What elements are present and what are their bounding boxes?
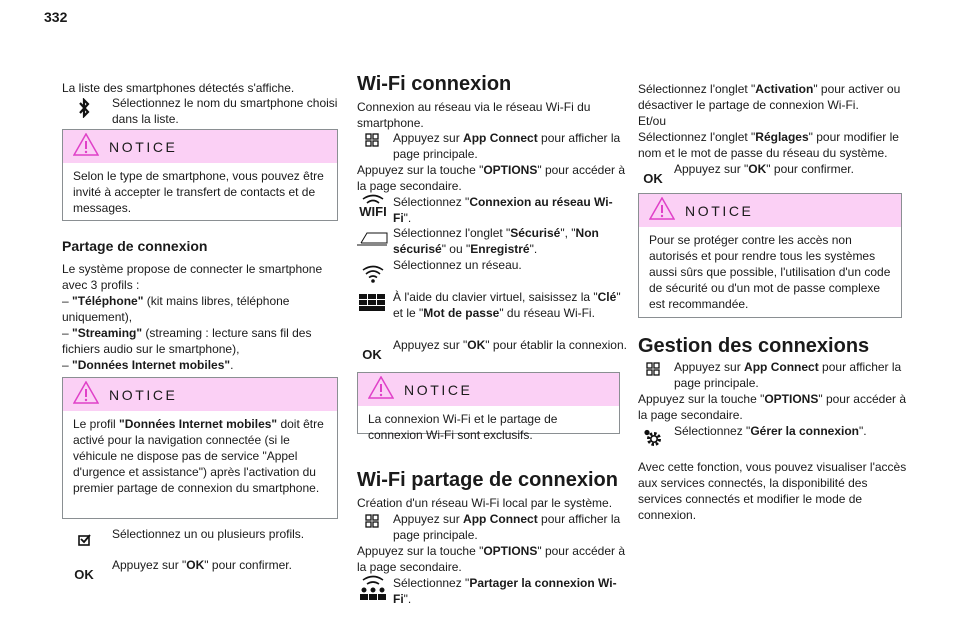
step-wifi-connection bbox=[357, 194, 627, 226]
intro-text: La liste des smartphones détectés s'affiche. bbox=[62, 81, 295, 95]
notice-label: NOTICE bbox=[109, 138, 178, 155]
text-run: ". bbox=[859, 424, 867, 438]
section-heading: Partage de connexion bbox=[62, 238, 208, 254]
text-run: Avec cette fonction, vous pouvez visualiser l'accès aux services connectés, la disponibilité des services connectés et modifier le mode de connexion. bbox=[638, 460, 907, 522]
text-run: Appuyez sur " bbox=[112, 558, 187, 572]
paragraph bbox=[357, 99, 622, 131]
step-text bbox=[112, 526, 342, 542]
notice-label: NOTICE bbox=[109, 386, 178, 403]
text-run: Pour se protéger contre les accès non autorisés et pour rendre tous les systèmes aussi sûrs que possible, l'utilisation d'un code de sécurité ou d'un mot de passe complexe est recommandée. bbox=[649, 233, 891, 311]
text-run: – bbox=[62, 358, 73, 372]
bold-text: Connexion au réseau Wi-Fi bbox=[393, 195, 613, 225]
notice-body bbox=[639, 227, 901, 318]
wifi-icon bbox=[357, 194, 389, 219]
wifi-signal-icon bbox=[357, 265, 389, 283]
text-run: " pour modifier le nom et le mot de passe du réseau du système. bbox=[638, 130, 899, 160]
notice-body bbox=[63, 163, 337, 222]
step-text bbox=[393, 511, 627, 543]
notice-body bbox=[63, 411, 337, 502]
bold-text: OPTIONS bbox=[764, 392, 819, 406]
text-run: " pour établir la connexion. bbox=[485, 338, 627, 352]
bold-text: Partager la connexion Wi-Fi bbox=[393, 576, 617, 606]
step-select-phone bbox=[62, 95, 342, 127]
text-run: pour afficher la page principale. bbox=[393, 131, 621, 161]
tab-icon bbox=[357, 231, 389, 247]
text-run: – bbox=[62, 294, 73, 308]
bold-text: App Connect bbox=[744, 360, 819, 374]
notice-box bbox=[638, 193, 902, 318]
bold-text: Enregistré bbox=[470, 242, 530, 256]
text-run: Sélectionnez un réseau. bbox=[393, 258, 522, 272]
notice-body bbox=[358, 406, 619, 449]
text-run: " pour accéder à la page secondaire. bbox=[638, 392, 907, 422]
text-run: " du réseau Wi-Fi. bbox=[499, 306, 595, 320]
notice-label: NOTICE bbox=[685, 202, 754, 219]
text-run: ". bbox=[529, 242, 538, 256]
step-text bbox=[393, 225, 627, 257]
text-run: (streaming : lecture sans fil des fichiers audio sur le smartphone), bbox=[62, 326, 312, 356]
step-text bbox=[393, 194, 627, 226]
text-run: Sélectionnez l'onglet " bbox=[638, 130, 756, 144]
bold-text: OPTIONS bbox=[483, 163, 538, 177]
text-run: Appuyez sur bbox=[393, 131, 464, 145]
text-run: (kit mains libres, téléphone uniquement), bbox=[62, 294, 290, 324]
bold-text: "Streaming" bbox=[72, 326, 143, 340]
section-heading: Wi-Fi connexion bbox=[357, 73, 512, 95]
text-run: ". bbox=[403, 211, 412, 225]
step-text bbox=[393, 130, 627, 162]
text-run: pour afficher la page principale. bbox=[674, 360, 902, 390]
text-run: Sélectionnez l'onglet " bbox=[638, 82, 756, 96]
step-keyboard bbox=[357, 289, 623, 321]
step-text bbox=[357, 289, 623, 321]
step-text bbox=[674, 359, 908, 391]
text-run: Sélectionnez l'onglet " bbox=[393, 226, 511, 240]
text-run: Selon le type de smartphone, vous pouvez être invité à accepter le transfert de contacts et de messages. bbox=[73, 169, 324, 215]
step-app-connect bbox=[357, 511, 627, 543]
bold-text: OK bbox=[467, 338, 486, 352]
text-run: – bbox=[62, 326, 73, 340]
text-run: Appuyez sur la touche " bbox=[357, 544, 484, 558]
bold-text: Clé bbox=[597, 290, 617, 304]
paragraph bbox=[638, 391, 908, 423]
text-run: Sélectionnez " bbox=[393, 576, 470, 590]
step-select-profiles bbox=[62, 526, 342, 542]
text-run: doit être activé pour la navigation connectée (si le véhicule ne dispose pas de service "Appel d'urgence et assistance") après l'activation du premier partage de connexion du smartphone. bbox=[73, 417, 324, 495]
profiles-paragraph bbox=[62, 261, 342, 373]
notice-label: NOTICE bbox=[404, 381, 473, 398]
text-run: À l'aide du clavier virtuel, saisissez la " bbox=[393, 290, 598, 304]
text-run: pour afficher la page principale. bbox=[393, 512, 621, 542]
bold-text: Gérer la connexion bbox=[750, 424, 860, 438]
paragraph bbox=[357, 162, 627, 194]
wifi-icon-label: WIFI bbox=[359, 204, 387, 219]
text-run: Appuyez sur " bbox=[393, 338, 468, 352]
keyboard-icon bbox=[359, 294, 385, 316]
text-run: " pour accéder à la page secondaire. bbox=[357, 163, 626, 193]
bold-text: OK bbox=[748, 162, 767, 176]
step-text bbox=[393, 575, 627, 607]
step-text bbox=[393, 337, 627, 353]
text-run: Sélectionnez " bbox=[393, 195, 470, 209]
app-grid-icon bbox=[357, 514, 387, 528]
text-run: " et le " bbox=[393, 290, 621, 320]
text-run: La connexion Wi-Fi et le partage de connexion Wi-Fi sont exclusifs. bbox=[368, 412, 558, 442]
text-run: Création d'un réseau Wi-Fi local par le système. bbox=[357, 496, 613, 510]
text-run: Le système propose de connecter le smartphone avec 3 profils : bbox=[62, 262, 323, 292]
text-run: " pour accéder à la page secondaire. bbox=[357, 544, 626, 574]
section-heading: Wi-Fi partage de connexion bbox=[357, 469, 618, 491]
text-run: Appuyez sur bbox=[674, 360, 745, 374]
step-text bbox=[393, 257, 627, 273]
notice-box bbox=[357, 372, 620, 442]
step-text bbox=[674, 161, 908, 177]
text-run: " ou " bbox=[441, 242, 471, 256]
gear-icon bbox=[638, 429, 668, 447]
text-run: Et/ou bbox=[638, 114, 667, 128]
text-run: " pour confirmer. bbox=[766, 162, 854, 176]
step-confirm bbox=[62, 557, 342, 582]
notice-box bbox=[62, 377, 338, 519]
app-grid-icon bbox=[357, 133, 387, 147]
bold-text: Non sécurisé bbox=[393, 226, 599, 256]
warning-icon bbox=[73, 133, 99, 160]
paragraph bbox=[638, 459, 908, 523]
bold-text: "Téléphone" bbox=[72, 294, 144, 308]
section-heading: Gestion des connexions bbox=[638, 335, 870, 357]
step-text bbox=[112, 95, 342, 127]
checkbox-icon bbox=[62, 534, 106, 546]
wifi-share-icon bbox=[357, 575, 389, 603]
app-grid-icon bbox=[638, 362, 668, 376]
step-manage-connection bbox=[638, 423, 908, 439]
step-app-connect bbox=[357, 130, 627, 162]
step-select-tab bbox=[357, 225, 627, 257]
step-app-connect bbox=[638, 359, 908, 391]
text-run: Appuyez sur " bbox=[674, 162, 749, 176]
text-run: ", " bbox=[560, 226, 576, 240]
bold-text: "Données Internet mobiles" bbox=[119, 417, 278, 431]
bold-text: App Connect bbox=[463, 512, 538, 526]
bold-text: Réglages bbox=[755, 130, 809, 144]
bold-text: OK bbox=[186, 558, 205, 572]
bold-text: OPTIONS bbox=[483, 544, 538, 558]
text-run: Le profil bbox=[73, 417, 120, 431]
warning-icon bbox=[649, 197, 675, 224]
step-establish bbox=[357, 337, 627, 362]
text-run: Appuyez sur la touche " bbox=[638, 392, 765, 406]
text-run: Connexion au réseau via le réseau Wi-Fi du smartphone. bbox=[357, 100, 591, 130]
bold-text: Activation bbox=[755, 82, 814, 96]
paragraph bbox=[357, 495, 627, 511]
step-confirm bbox=[638, 161, 908, 186]
bold-text: Sécurisé bbox=[510, 226, 561, 240]
text-run: Sélectionnez " bbox=[674, 424, 751, 438]
text-run: ". bbox=[403, 592, 412, 606]
paragraph bbox=[357, 543, 627, 575]
notice-box bbox=[62, 129, 338, 221]
step-select-network bbox=[357, 257, 627, 273]
step-share-connection bbox=[357, 575, 627, 607]
step-text bbox=[674, 423, 908, 439]
ok-icon: OK bbox=[74, 567, 94, 582]
ok-icon: OK bbox=[362, 347, 382, 362]
bold-text: App Connect bbox=[463, 131, 538, 145]
page-number: 332 bbox=[44, 9, 68, 25]
bold-text: Mot de passe bbox=[423, 306, 500, 320]
paragraph bbox=[638, 81, 908, 161]
bold-text: "Données Internet mobiles" bbox=[72, 358, 231, 372]
text-run: Appuyez sur la touche " bbox=[357, 163, 484, 177]
text-run: . bbox=[230, 358, 234, 372]
text-run: Sélectionnez le nom du smartphone choisi dans la liste. bbox=[112, 96, 338, 126]
text-run: " pour activer ou désactiver le partage de connexion Wi-Fi. bbox=[638, 82, 901, 112]
warning-icon bbox=[73, 381, 99, 408]
text-run: Sélectionnez un ou plusieurs profils. bbox=[112, 527, 305, 541]
text-run: " pour confirmer. bbox=[204, 558, 292, 572]
ok-icon: OK bbox=[643, 171, 663, 186]
step-text bbox=[112, 557, 342, 573]
text-run: Appuyez sur bbox=[393, 512, 464, 526]
bluetooth-icon bbox=[62, 98, 106, 118]
warning-icon bbox=[368, 376, 394, 403]
